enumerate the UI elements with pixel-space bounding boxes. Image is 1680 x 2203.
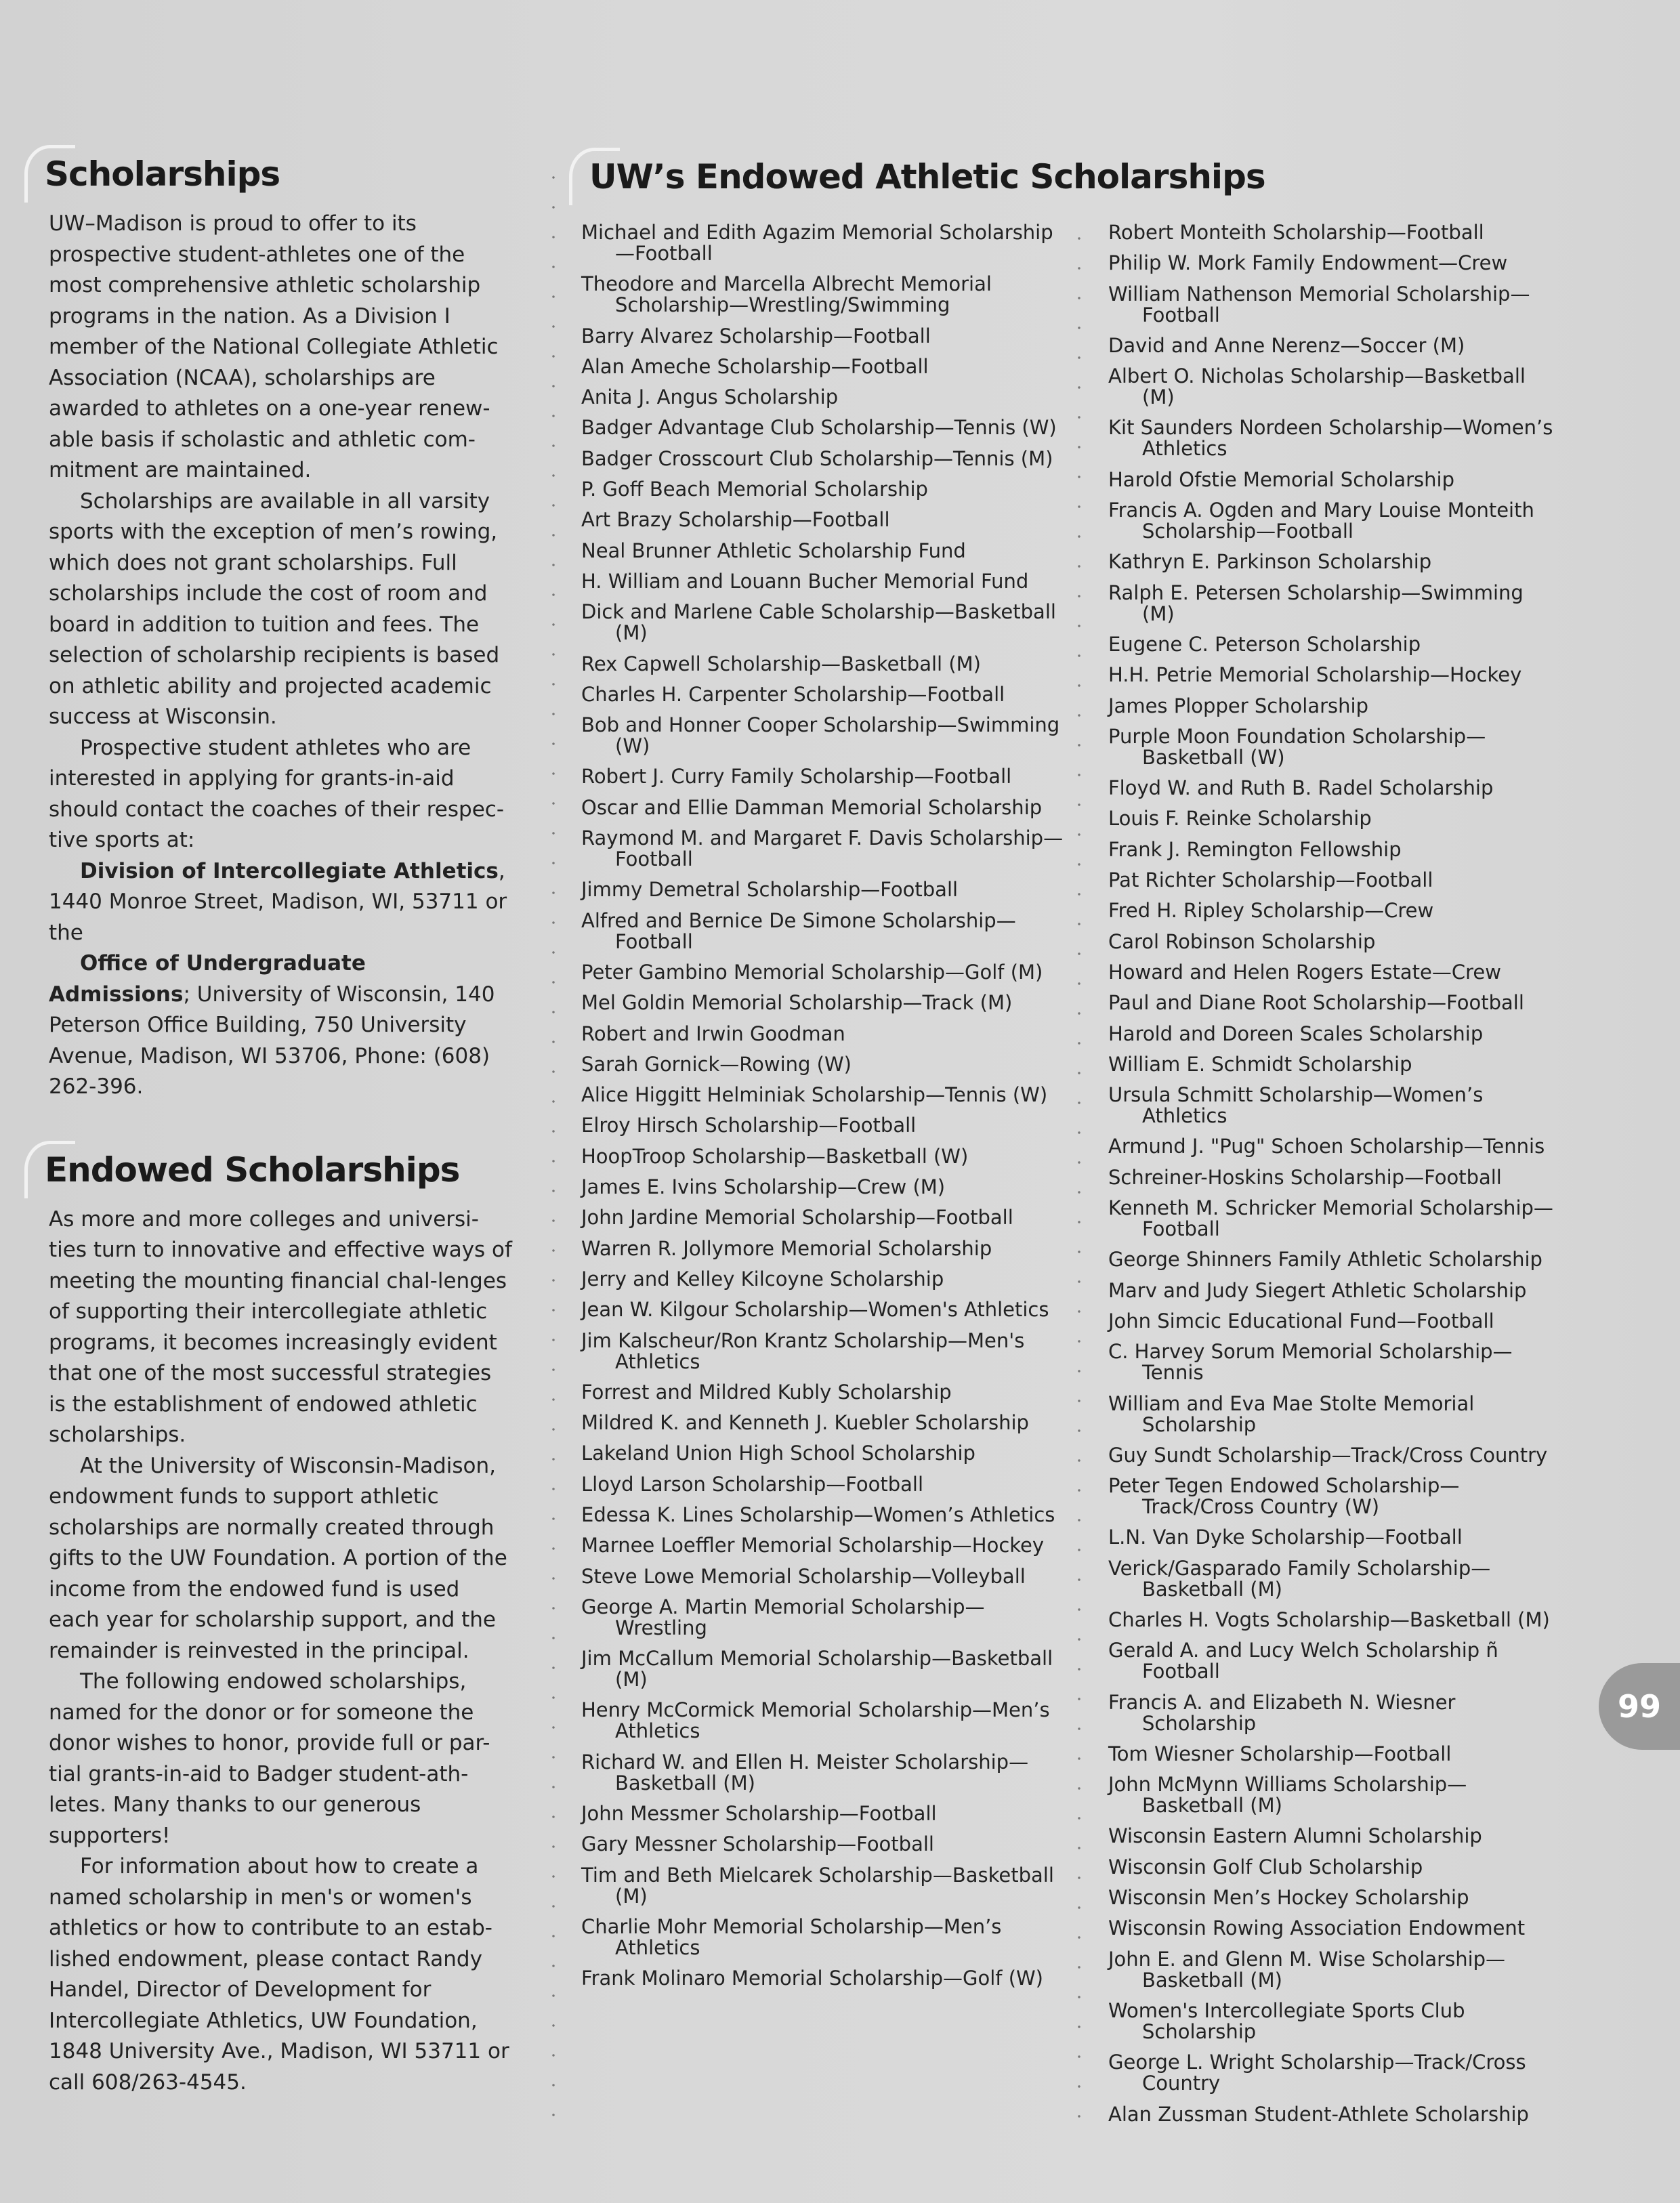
scholarship-list-column-1 [581,222,1069,1999]
scholarships-heading-text: Scholarships [45,154,280,194]
scholarship-list-item: John Simcic Educational Fund—Football [1108,1309,1494,1333]
dotted-divider [1077,224,1081,2120]
endowed-scholarships-heading [39,1150,513,1190]
scholarship-list-item: Alfred and Bernice De Simone Scholarship—Football [581,908,1016,953]
scholarship-list-item: Raymond M. and Margaret F. Davis Scholarship—Football [581,826,1064,871]
scholarship-list-item: George Shinners Family Athletic Scholarship [1108,1248,1542,1272]
scholarship-list-item: Kit Saunders Nordeen Scholarship—Women’s Athletics [1108,416,1553,461]
scholarship-list-item: Neal Brunner Athletic Scholarship Fund [581,539,966,562]
uw-endowed-heading-wrap [584,157,1587,196]
scholarship-list-item: Peter Gambino Memorial Scholarship—Golf (M) [581,960,1043,984]
scholarship-list-item: John McMynn Williams Scholarship—Basketball (M) [1108,1773,1467,1818]
scholarship-list-item: Wisconsin Rowing Association Endowment [1108,1916,1526,1940]
scholarship-list-item: Wisconsin Golf Club Scholarship [1108,1855,1423,1879]
contact-admissions [49,948,513,1103]
scholarship-list-item: Marnee Loeffler Memorial Scholarship—Hockey [581,1534,1045,1557]
scholarship-list-item: Robert J. Curry Family Scholarship—Football [581,765,1012,789]
swirl-decoration-icon [569,148,620,205]
scholarship-list-item: C. Harvey Sorum Memorial Scholarship—Tennis [1108,1340,1513,1385]
scholarship-list-item: Jim McCallum Memorial Scholarship—Basketball (M) [581,1647,1053,1692]
scholarship-list-item: Armund J. "Pug" Schoen Scholarship—Tennis [1108,1135,1545,1158]
scholarship-list-item: P. Goff Beach Memorial Scholarship [581,478,928,501]
endowed-paragraph-4: For information about how to create a named scholarship in men's or women's athletics or how to contribute to an estab-lished endowment, please contact Randy Handel, Director of Development for Intercollegiate Athletics, UW Foundation, 1848 University Ave., Madison, WI 53711 or call 608/263-4545. [49,1854,509,2095]
endowed-paragraph-2: At the University of Wisconsin-Madison, endowment funds to support athletic scholarships are normally created through gifts to the UW Foundation. A portion of the income from the endowed fund is used each year for scholarship support, and the remainder is reinvested in the principal. [49,1453,507,1663]
scholarship-list-item: Elroy Hirsch Scholarship—Football [581,1114,917,1137]
scholarship-list-item: Tom Wiesner Scholarship—Football [1108,1742,1452,1765]
scholarship-list-item: Jerry and Kelley Kilcoyne Scholarship [581,1267,944,1291]
scholarship-list-item: Warren R. Jollymore Memorial Scholarship [581,1236,992,1260]
scholarship-list-item: David and Anne Nerenz—Soccer (M) [1108,333,1465,357]
scholarship-list-item: Carol Robinson Scholarship [1108,929,1376,953]
scholarship-list-item: William E. Schmidt Scholarship [1108,1052,1412,1076]
uw-endowed-heading-text: UW’s Endowed Athletic Scholarships [589,157,1265,196]
scholarship-list-item: Sarah Gornick—Rowing (W) [581,1052,852,1076]
scholarship-list-item: Frank J. Remington Fellowship [1108,837,1402,861]
scholarship-list-item: Guy Sundt Scholarship—Track/Cross Country [1108,1443,1548,1467]
scholarship-list-item: Frank Molinaro Memorial Scholarship—Golf (W) [581,1967,1043,1990]
scholarship-list-item: Steve Lowe Memorial Scholarship—Volleyball [581,1564,1026,1588]
scholarships-paragraph-2: Scholarships are available in all varsity sports with the exception of men’s rowing, which does not grant scholarships. Full scholarships include the cost of room and board in addition to tuition and fees. The selection of scholarship recipients is based on athletic ability and projected academic success at Wisconsin. [49,488,500,729]
scholarship-list-item: Ursula Schmitt Scholarship—Women’s Athletics [1108,1083,1484,1128]
scholarship-list-item: Wisconsin Men’s Hockey Scholarship [1108,1886,1469,1910]
scholarship-list-item: Lakeland Union High School Scholarship [581,1442,975,1465]
swirl-decoration-icon [24,145,75,203]
page-number-badge: 99 [1599,1663,1680,1750]
scholarship-list-item: HoopTroop Scholarship—Basketball (W) [581,1144,969,1168]
endowed-heading-text: Endowed Scholarships [45,1150,460,1190]
scholarship-list-item: Charles H. Carpenter Scholarship—Football [581,682,1005,706]
scholarship-list-item: Mildred K. and Kenneth J. Kuebler Scholarship [581,1411,1029,1435]
scholarship-list-item: James E. Ivins Scholarship—Crew (M) [581,1175,946,1199]
dotted-divider [551,163,555,2127]
scholarship-list-item: Michael and Edith Agazim Memorial Scholarship—Football [581,221,1053,265]
scholarship-list-item: William and Eva Mae Stolte Memorial Scholarship [1108,1391,1475,1436]
scholarship-list-item: Kathryn E. Parkinson Scholarship [1108,550,1432,574]
scholarship-list-item: Francis A. Ogden and Mary Louise Monteith Scholarship—Football [1108,499,1534,543]
scholarship-list-item: Marv and Judy Siegert Athletic Scholarship [1108,1278,1527,1302]
scholarships-heading [39,154,513,194]
scholarship-list-item: Purple Moon Foundation Scholarship—Basketball (W) [1108,724,1486,769]
scholarship-list-item: Charlie Mohr Memorial Scholarship—Men’s Athletics [581,1914,1002,1959]
scholarship-list-item: Edessa K. Lines Scholarship—Women’s Athletics [581,1503,1055,1526]
scholarship-list-item: Floyd W. and Ruth B. Radel Scholarship [1108,776,1494,800]
contact-admissions-name: Office of Undergraduate Admissions [49,951,366,1007]
scholarship-list-column-2 [1108,222,1555,2135]
scholarship-list-item: Francis A. and Elizabeth N. Wiesner Scholarship [1108,1690,1456,1735]
scholarship-list-item: Peter Tegen Endowed Scholarship—Track/Cross Country (W) [1108,1474,1460,1519]
scholarship-list-item: Eugene C. Peterson Scholarship [1108,632,1421,656]
scholarship-list-item: Jimmy Demetral Scholarship—Football [581,878,959,902]
scholarship-list-item: Robert and Irwin Goodman [581,1022,845,1045]
scholarship-list-item: Ralph E. Petersen Scholarship—Swimming (M) [1108,581,1524,625]
scholarship-list-item: L.N. Van Dyke Scholarship—Football [1108,1526,1463,1549]
scholarship-list-item: H. William and Louann Bucher Memorial Fund [581,569,1029,593]
scholarship-list-item: Charles H. Vogts Scholarship—Basketball (M) [1108,1608,1550,1631]
endowed-paragraph-3: The following endowed scholarships, named for the donor or for someone the donor wishes to honor, provide full or par-tial grants-in-aid to Badger student-ath-letes. Many thanks to our generous supporters! [49,1669,490,1848]
scholarship-list-item: John Messmer Scholarship—Football [581,1802,937,1826]
scholarship-list-item: Art Brazy Scholarship—Football [581,508,890,532]
contact-athletics-name: Division of Intercollegiate Athletics [80,858,499,883]
scholarship-list-item: Richard W. and Ellen H. Meister Scholarship—Basketball (M) [581,1750,1029,1795]
contact-athletics-address: , 1440 Monroe Street, Madison, WI, 53711 or the [49,858,507,945]
scholarship-list-item: Mel Goldin Memorial Scholarship—Track (M) [581,991,1013,1015]
endowed-body [39,1204,513,2099]
scholarships-paragraph-3: Prospective student athletes who are interested in applying for grants-in-aid should contact the coaches of their respec-tive sports at: [49,735,505,852]
scholarship-list-item: Louis F. Reinke Scholarship [1108,807,1372,831]
scholarship-list-item: Alice Higgitt Helminiak Scholarship—Tennis (W) [581,1083,1048,1107]
scholarship-list-item: John Jardine Memorial Scholarship—Football [581,1206,1013,1230]
scholarship-list-item: Alan Ameche Scholarship—Football [581,354,929,378]
scholarship-list-item: William Nathenson Memorial Scholarship—Football [1108,282,1530,327]
contact-admissions-address: ; University of Wisconsin, 140 Peterson Office Building, 750 University Avenue, Madison, WI 53706, Phone: (608) 262-396. [49,982,495,1099]
scholarship-list-item: George L. Wright Scholarship—Track/Cross Country [1108,2051,1526,2095]
scholarship-list-item: Kenneth M. Schricker Memorial Scholarship—Football [1108,1196,1553,1241]
scholarship-list-item: Badger Advantage Club Scholarship—Tennis (W) [581,416,1057,440]
scholarships-paragraph-1: UW–Madison is proud to offer to its prospective student-athletes one of the most comprehensive athletic scholarship programs in the nation. As a Division I member of the National Collegiate Athletic Association (NCAA), scholarships are awarded to athletes on a one-year renew-able basis if scholastic and athletic com-mitment are maintained. [49,211,499,482]
scholarship-list-item: Verick/Gasparado Family Scholarship—Basketball (M) [1108,1556,1491,1601]
scholarship-list-item: Jim Kalscheur/Ron Krantz Scholarship—Men's Athletics [581,1328,1025,1373]
scholarship-list-item: Jean W. Kilgour Scholarship—Women's Athletics [581,1298,1049,1322]
scholarship-list-item: Robert Monteith Scholarship—Football [1108,221,1484,244]
scholarship-list-item: Alan Zussman Student-Athlete Scholarship [1108,2102,1529,2126]
scholarship-list-item: Lloyd Larson Scholarship—Football [581,1472,924,1496]
left-column [39,154,513,2098]
scholarship-list-item: Anita J. Angus Scholarship [581,385,839,409]
scholarship-list-item: Women's Intercollegiate Sports Club Scholarship [1108,1998,1465,2043]
contact-athletics [49,856,513,949]
swirl-decoration-icon [24,1141,75,1198]
scholarship-list-item: Philip W. Mork Family Endowment—Crew [1108,251,1508,275]
uw-endowed-heading [584,157,1587,196]
scholarship-list-item: Harold and Doreen Scales Scholarship [1108,1022,1484,1045]
scholarship-list-item: John E. and Glenn M. Wise Scholarship—Basketball (M) [1108,1947,1506,1992]
scholarship-list-item: Barry Alvarez Scholarship—Football [581,324,931,348]
scholarship-list-item: James Plopper Scholarship [1108,694,1369,717]
scholarship-list-item: George A. Martin Memorial Scholarship—Wrestling [581,1595,985,1639]
scholarship-list-item: Wisconsin Eastern Alumni Scholarship [1108,1824,1482,1848]
scholarship-list-item: Rex Capwell Scholarship—Basketball (M) [581,652,981,675]
scholarship-list-item: Forrest and Mildred Kubly Scholarship [581,1380,952,1404]
scholarship-list-item: Badger Crosscourt Club Scholarship—Tennis (M) [581,446,1053,470]
scholarship-list-item: Pat Richter Scholarship—Football [1108,868,1433,892]
scholarship-list-item: Theodore and Marcella Albrecht Memorial Scholarship—Wrestling/Swimming [581,272,992,317]
endowed-paragraph-1: As more and more colleges and universi-ties turn to innovative and effective ways of meeting the mounting financial chal-lenges of supporting their intercollegiate athletic programs, it becomes increasingly evident that one of the most successful strategies is the establishment of endowed athletic scholarships. [49,1207,512,1447]
scholarship-list-item: Oscar and Ellie Damman Memorial Scholarship [581,795,1043,819]
scholarship-list-item: Henry McCormick Memorial Scholarship—Men’s Athletics [581,1698,1050,1743]
scholarship-list-item: Harold Ofstie Memorial Scholarship [1108,467,1454,491]
scholarship-list-item: Tim and Beth Mielcarek Scholarship—Basketball (M) [581,1863,1054,1908]
scholarship-list-item: Dick and Marlene Cable Scholarship—Basketball (M) [581,600,1056,645]
scholarship-list-item: Gary Messner Scholarship—Football [581,1832,934,1856]
scholarship-list-item: Schreiner-Hoskins Scholarship—Football [1108,1165,1502,1189]
scholarship-list-item: Howard and Helen Rogers Estate—Crew [1108,960,1501,984]
scholarship-list-item: Albert O. Nicholas Scholarship—Basketball (M) [1108,364,1526,409]
scholarship-list-item: H.H. Petrie Memorial Scholarship—Hockey [1108,663,1522,687]
scholarship-list-item: Bob and Honner Cooper Scholarship—Swimming (W) [581,713,1060,758]
scholarship-list-item: Gerald A. and Lucy Welch Scholarship ñ Football [1108,1639,1498,1683]
scholarships-body [39,209,513,1103]
scholarship-list-item: Fred H. Ripley Scholarship—Crew [1108,899,1434,923]
scholarship-list-item: Paul and Diane Root Scholarship—Football [1108,991,1524,1015]
